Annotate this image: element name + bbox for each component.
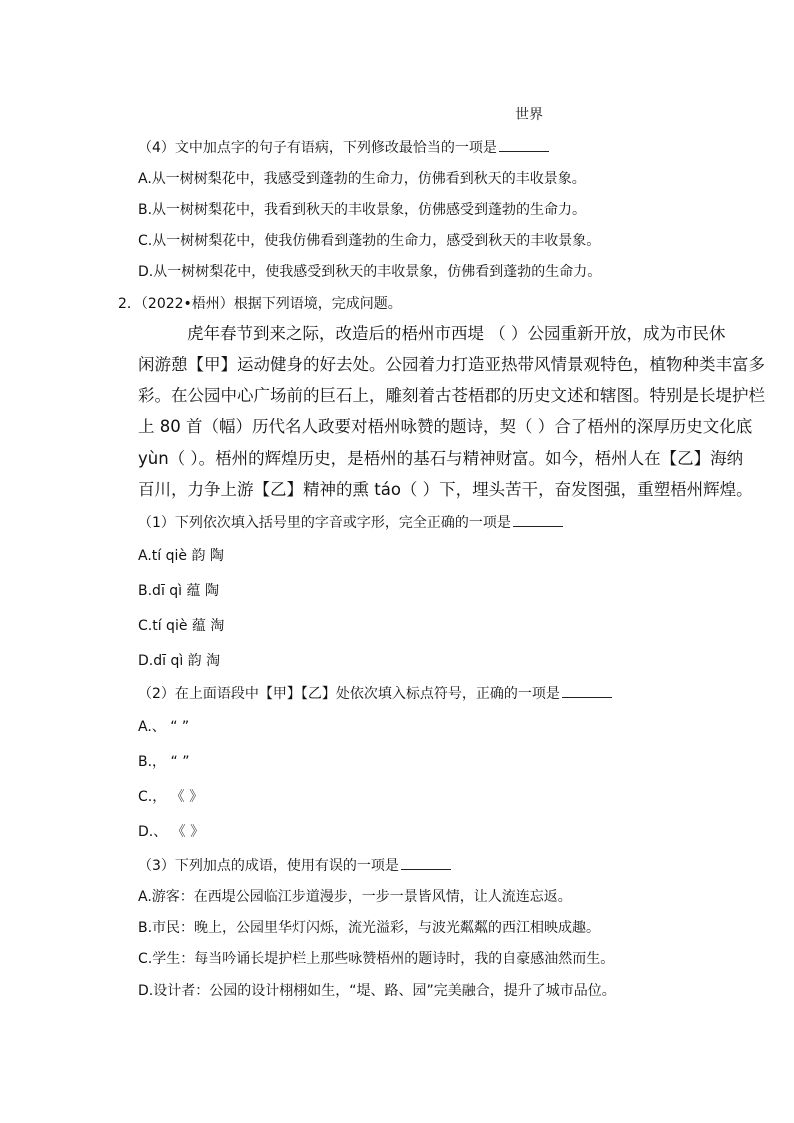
- q4-option-b: B.从一树树梨花中，我看到秋天的丰收景象，仿佛感受到蓬勃的生命力。: [138, 202, 587, 218]
- sub1-option-c: C.tí qiè 蕴 淘: [138, 618, 225, 634]
- passage-line-4: 上 80 首（幅）历代名人政要对梧州咏赞的题诗，契（ ）合了梧州的深厚历史文化底: [138, 417, 753, 436]
- q4-stem-text: （4）文中加点字的句子有语病，下列修改最恰当的一项是: [138, 140, 497, 156]
- sub1-option-d: D.dī qì 韵 淘: [138, 653, 221, 669]
- sub3-stem-text: （3）下列加点的成语，使用有误的一项是: [138, 858, 399, 874]
- q4-option-d: D.从一树树梨花中，使我感受到秋天的丰收景象，仿佛看到蓬勃的生命力。: [138, 264, 602, 280]
- sub2-option-c: C.， 《 》: [138, 789, 204, 805]
- sub2-option-d: D.、 《 》: [138, 824, 205, 840]
- sub1-stem: [138, 512, 563, 533]
- q4-option-c: C.从一树树梨花中，使我仿佛看到蓬勃的生命力，感受到秋天的丰收景象。: [138, 233, 601, 249]
- passage-line-6: 百川，力争上游【乙】精神的熏 táo（ ）下，埋头苦干，奋发图强，重塑梧州辉煌。: [138, 480, 753, 499]
- sub1-stem-text: （1）下列依次填入括号里的字音或字形，完全正确的一项是: [138, 515, 511, 531]
- q4-option-a: A.从一树树梨花中，我感受到蓬勃的生命力，仿佛看到秋天的丰收景象。: [138, 171, 586, 187]
- sub1-option-a: A.tí qiè 韵 陶: [138, 548, 224, 564]
- sub2-option-b: B.， “ ”: [138, 754, 190, 770]
- sub2-option-a: A.、 “ ”: [138, 719, 190, 735]
- sub2-stem-text: （2）在上面语段中【甲】【乙】处依次填入标点符号，正确的一项是: [138, 686, 560, 702]
- sub3-option-a: A.游客：在西堤公园临江步道漫步，一步一景皆风情，让人流连忘返。: [138, 889, 572, 905]
- problem2-heading: 2．（2022•梧州）根据下列语境，完成问题。: [118, 296, 402, 312]
- answer-blank[interactable]: [562, 683, 612, 698]
- passage-line-3: 彩。在公园中心广场前的巨石上，雕刻着古苍梧郡的历史文述和辖图。特别是长堤护栏: [138, 386, 765, 405]
- answer-blank[interactable]: [401, 855, 451, 870]
- answer-blank[interactable]: [499, 137, 549, 152]
- sub1-option-b: B.dī qì 蕴 陶: [138, 583, 219, 599]
- answer-blank[interactable]: [513, 512, 563, 527]
- passage-line-2: 闲游憩【甲】运动健身的好去处。公园着力打造亚热带风情景观特色，植物种类丰富多: [138, 355, 765, 374]
- passage-line-5: yùn（ ）。梧州的辉煌历史，是梧州的基石与精神财富。如今，梧州人在【乙】海纳: [138, 449, 744, 468]
- top-word: 世界: [515, 107, 543, 123]
- sub3-stem: [138, 855, 451, 876]
- q4-stem: [138, 137, 549, 158]
- sub3-option-b: B.市民：晚上，公园里华灯闪烁，流光溢彩，与波光粼粼的西江相映成趣。: [138, 920, 601, 936]
- sub2-stem: [138, 683, 612, 704]
- sub3-option-d: D.设计者：公园的设计栩栩如生，“堤、路、园”完美融合，提升了城市品位。: [138, 983, 616, 999]
- sub3-option-c: C.学生：每当吟诵长堤护栏上那些咏赞梧州的题诗时，我的自豪感油然而生。: [138, 951, 615, 967]
- passage-line-1: 虎年春节到来之际，改造后的梧州市西堤 （ ）公园重新开放，成为市民休: [187, 324, 726, 343]
